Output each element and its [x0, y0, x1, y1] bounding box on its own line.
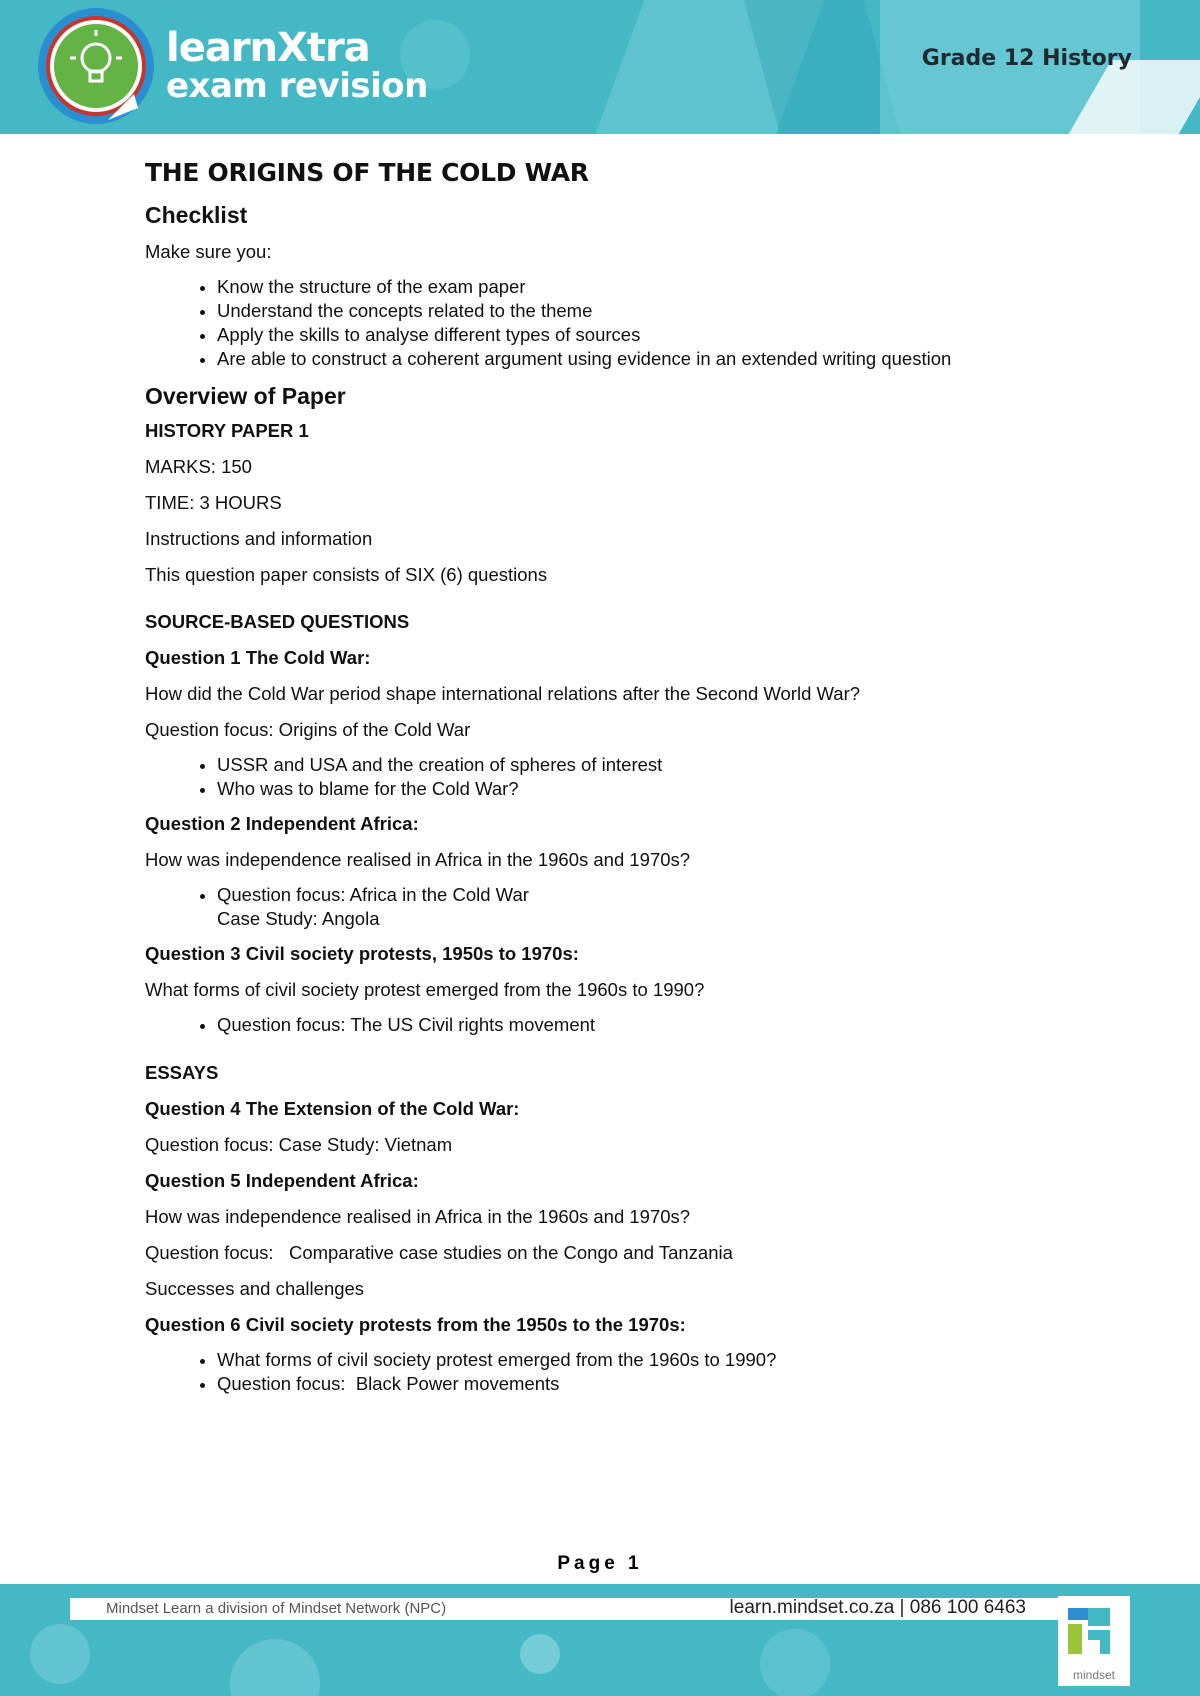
- q4-heading: Question 4 The Extension of the Cold War:: [145, 1098, 520, 1119]
- q2-item-line2: Case Study: Angola: [217, 908, 380, 929]
- q3-heading: Question 3 Civil society protests, 1950s to 1970s:: [145, 943, 579, 964]
- page-number: Page 1: [557, 1553, 643, 1574]
- lightbulb-icon: [38, 8, 154, 124]
- instructions: Instructions and information: [145, 528, 373, 549]
- footer-bubble: [230, 1639, 320, 1696]
- q5-extra: Successes and challenges: [145, 1278, 365, 1299]
- list-item: • USSR and USA and the creation of spheres of interest: [217, 753, 1045, 777]
- q6-heading: Question 6 Civil society protests from the 1950s to the 1970s:: [145, 1314, 686, 1335]
- list-item: • Understand the concepts related to the theme: [217, 299, 1045, 323]
- footer-bubble: [760, 1629, 830, 1696]
- list-item: • Apply the skills to analyse different types of sources: [217, 323, 1045, 347]
- footer-contact: learn.mindset.co.za | 086 100 6463: [729, 1597, 1026, 1618]
- mindset-logo-label: mindset: [1072, 1668, 1116, 1682]
- checklist: [145, 275, 1045, 371]
- overview-heading: Overview of Paper: [145, 383, 346, 409]
- brand-name: [166, 25, 428, 106]
- list-item: • Know the structure of the exam paper: [217, 275, 1045, 299]
- checklist-intro: Make sure you:: [145, 241, 272, 262]
- consists: This question paper consists of SIX (6) questions: [145, 564, 548, 585]
- list-item: [217, 883, 1045, 931]
- q3-list: [145, 1013, 1045, 1037]
- q2-text: How was independence realised in Africa in the 1960s and 1970s?: [145, 849, 691, 870]
- time: TIME: 3 HOURS: [145, 492, 282, 513]
- footer-organisation: Mindset Learn a division of Mindset Network (NPC): [106, 1600, 447, 1617]
- q2-list: [145, 883, 1045, 931]
- page-title: THE ORIGINS OF THE COLD WAR: [145, 158, 589, 187]
- q4-focus: Question focus: Case Study: Vietnam: [145, 1134, 453, 1155]
- document-body: [145, 158, 1045, 1396]
- q3-text: What forms of civil society protest emerged from the 1960s to 1990?: [145, 979, 705, 1000]
- list-item: • Question focus: The US Civil rights movement: [217, 1013, 1045, 1037]
- footer-bubble: [30, 1624, 90, 1684]
- header-banner: [0, 0, 1200, 134]
- brand-line1: learnXtra: [166, 25, 370, 71]
- q5-text: How was independence realised in Africa in the 1960s and 1970s?: [145, 1206, 691, 1227]
- q6-list: [145, 1348, 1045, 1396]
- paper-heading: HISTORY PAPER 1: [145, 420, 309, 441]
- q5-heading: Question 5 Independent Africa:: [145, 1170, 419, 1191]
- mindset-logo-icon: [1058, 1596, 1130, 1668]
- brand-line2: exam revision: [166, 66, 428, 106]
- q1-focus: Question focus: Origins of the Cold War: [145, 719, 471, 740]
- mindset-logo: [1058, 1596, 1130, 1686]
- marks: MARKS: 150: [145, 456, 252, 477]
- learnxtra-logo: [38, 8, 154, 124]
- q1-list: [145, 753, 1045, 801]
- list-item: • Who was to blame for the Cold War?: [217, 777, 1045, 801]
- q1-text: How did the Cold War period shape international relations after the Second World War?: [145, 683, 861, 704]
- essays-heading: ESSAYS: [145, 1062, 219, 1083]
- footer-bubble: [520, 1634, 560, 1674]
- footer-banner: [0, 1584, 1200, 1696]
- list-item: • What forms of civil society protest emerged from the 1960s to 1990?: [217, 1348, 1045, 1372]
- q5-focus: Question focus: Comparative case studies on the Congo and Tanzania: [145, 1242, 733, 1263]
- q1-heading: Question 1 The Cold War:: [145, 647, 371, 668]
- sbq-heading: SOURCE-BASED QUESTIONS: [145, 611, 410, 632]
- list-item: • Question focus: Black Power movements: [217, 1372, 1045, 1396]
- grade-label: Grade 12 History: [921, 46, 1132, 71]
- checklist-heading: Checklist: [145, 202, 248, 228]
- list-item: • Are able to construct a coherent argument using evidence in an extended writing question: [217, 347, 1045, 371]
- q2-heading: Question 2 Independent Africa:: [145, 813, 419, 834]
- q2-item-line1: Question focus: Africa in the Cold War: [217, 884, 529, 905]
